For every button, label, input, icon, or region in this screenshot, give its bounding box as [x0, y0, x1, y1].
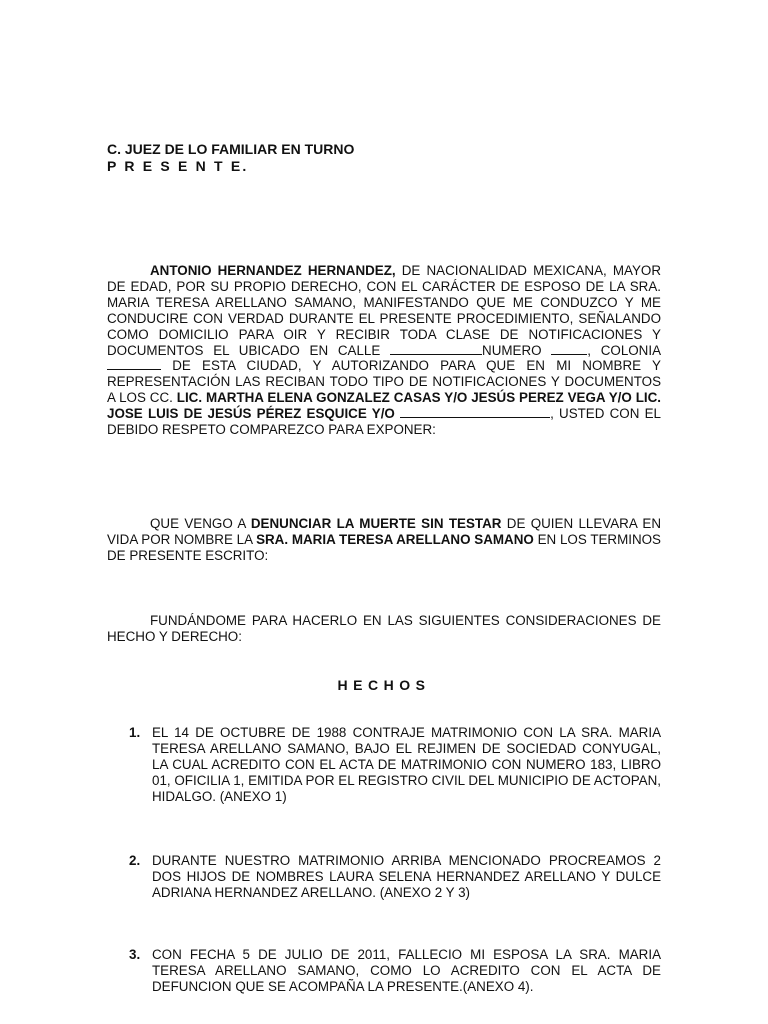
- denuncia-text-3: EN LOS TERMINOS DE PRESENTE ESCRITO:: [107, 531, 661, 563]
- hecho-item-3: [129, 947, 661, 995]
- petitioner-name: ANTONIO HERNANDEZ HERNANDEZ,: [150, 263, 396, 278]
- hechos-heading: HECHOS: [337, 677, 431, 693]
- denuncia-paragraph: [107, 516, 661, 564]
- denuncia-text-1: QUE VENGO A: [150, 516, 251, 531]
- hecho-number: 1.: [129, 725, 141, 740]
- hecho-text: DURANTE NUESTRO MATRIMONIO ARRIBA MENCIONADO PROCREAMOS 2 DOS HIJOS DE NOMBRES LAURA SELENA HERNANDEZ ARELLANO Y DULCE ADRIANA HERNANDEZ ARELLANO. (ANEXO 2 Y 3): [152, 853, 661, 900]
- colonia-blank: [107, 358, 161, 370]
- intro-text-colonia: , COLONIA: [587, 342, 661, 358]
- hecho-item-2: [129, 853, 661, 901]
- hecho-text: CON FECHA 5 DE JULIO DE 2011, FALLECIO MI ESPOSA LA SRA. MARIA TERESA ARELLANO SAMANO, COMO LO ACREDITO CON EL ACTA DE DEFUNCION QUE SE ACOMPAÑA LA PRESENTE.(ANEXO 4).: [152, 947, 661, 994]
- denuncia-bold-1: DENUNCIAR LA MUERTE SIN TESTAR: [250, 516, 502, 531]
- hecho-item-1: [129, 725, 661, 805]
- intro-paragraph: [107, 263, 661, 438]
- fundamento-paragraph: FUNDÁNDOME PARA HACERLO EN LAS SIGUIENTES CONSIDERACIONES DE HECHO Y DERECHO:: [107, 613, 661, 644]
- deceased-name: SRA. MARIA TERESA ARELLANO SAMANO: [256, 531, 534, 547]
- number-blank: [551, 343, 587, 355]
- intro-text-2: DE ESTA CIUDAD, Y AUTORIZANDO PARA QUE EN MI NOMBRE Y REPRESENTACIÓN LAS RECIBAN TODO TIPO DE NOTIFICACIONES Y DOCUMENTOS A LOS CC.: [107, 358, 661, 406]
- hecho-number: 3.: [129, 947, 141, 962]
- presente-line: P R E S E N T E.: [107, 158, 249, 174]
- intro-text-3: , USTED CON EL DEBIDO RESPETO COMPAREZCO PARA EXPONER:: [107, 406, 661, 438]
- street-blank: [390, 343, 482, 355]
- denuncia-text-2: DE QUIEN LLEVARA EN VIDA POR NOMBRE LA: [107, 516, 661, 547]
- intro-text-numero: NUMERO: [482, 342, 552, 358]
- addressee-line: C. JUEZ DE LO FAMILIAR EN TURNO: [107, 141, 355, 157]
- lawyer-blank: [400, 406, 550, 418]
- intro-text-1: DE NACIONALIDAD MEXICANA, MAYOR DE EDAD, POR SU PROPIO DERECHO, CON EL CARÁCTER DE ESPOSO DE LA SRA. MARIA TERESA ARELLANO SAMANO, MANIFESTANDO QUE ME CONDUZCO Y ME CONDUCIRE CON VERDAD DURANTE EL PRESENTE PROCEDIMIENTO, SEÑALANDO COMO DOMICILIO PARA OIR Y RECIBIR TODA CLASE DE NOTIFICACIONES Y DOCUMENTOS EL UBICADO EN CALLE: [107, 263, 661, 358]
- hecho-number: 2.: [129, 853, 141, 868]
- hecho-text: EL 14 DE OCTUBRE DE 1988 CONTRAJE MATRIMONIO CON LA SRA. MARIA TERESA ARELLANO SAMANO, BAJO EL REJIMEN DE SOCIEDAD CONYUGAL, LA CUAL ACREDITO CON EL ACTA DE MATRIMONIO CON NUMERO 183, LIBRO 01, OFICILIA 1, EMITIDA POR EL REGISTRO CIVIL DEL MUNICIPIO DE ACTOPAN, HIDALGO. (ANEXO 1): [152, 725, 661, 804]
- authorized-lawyers: LIC. MARTHA ELENA GONZALEZ CASAS Y/O JESÚS PEREZ VEGA Y/O LIC. JOSE LUIS DE JESÚS PÉREZ ESQUICE Y/O: [107, 390, 661, 422]
- addressee-heading: [107, 141, 354, 175]
